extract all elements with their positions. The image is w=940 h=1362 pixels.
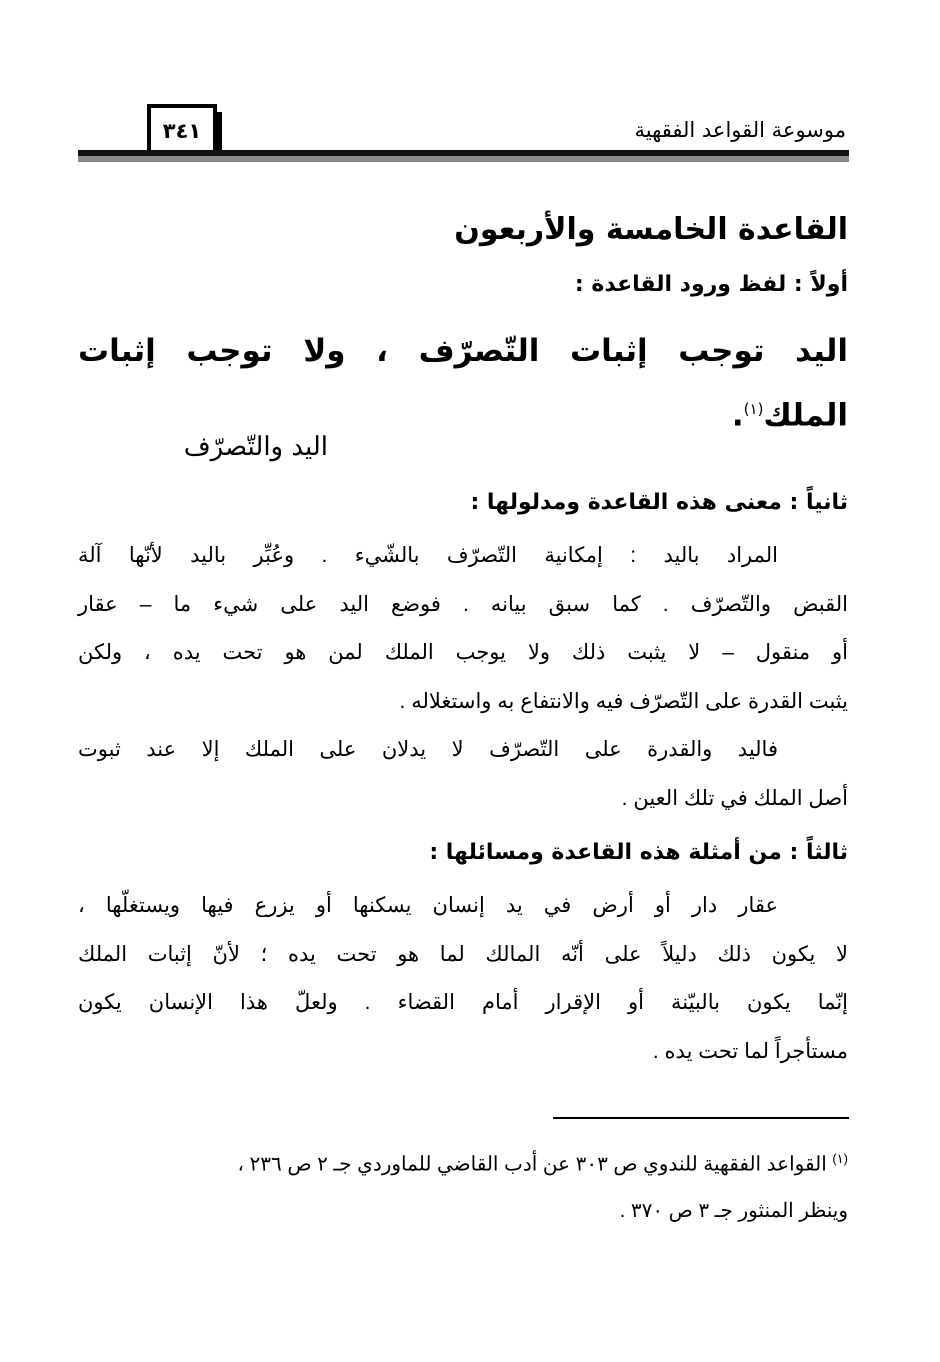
paragraph-conclusion (78, 726, 848, 823)
page-number: ٣٤١ (162, 119, 202, 143)
text-line: أو منقول – لا يثبت ذلك ولا يوجب الملك لمن هو تحت يده ، ولكن (78, 641, 848, 664)
footnote-line-2: وينظر المنثور جـ ٣ ص ٣٧٠ . (619, 1199, 848, 1222)
text-line: أصل الملك في تلك العين . (621, 786, 848, 810)
rule-line-2-text: الملك (763, 397, 848, 434)
footnote-line-1 (78, 1136, 848, 1188)
footnote-text-1: القواعد الفقهية للندوي ص ٣٠٣ عن أدب القاضي للماوردي جـ ٢ ص ٢٣٦ ، (237, 1153, 827, 1176)
chapter-title: القاعدة الخامسة والأربعون (454, 212, 848, 247)
subtitle: اليد والتّصرّف (183, 432, 328, 462)
text-line: لا يكون ذلك دليلاً على أنّه المالك لما هو تحت يده ؛ لأنّ إثبات الملك (78, 942, 848, 966)
paragraph-examples (78, 882, 848, 1076)
text-line: فاليد والقدرة على التّصرّف لا يدلان على الملك إلا عند ثبوت (78, 738, 778, 761)
header-rule-shade (78, 156, 849, 162)
footnote-separator (553, 1117, 849, 1119)
section3-heading: ثالثاً : من أمثلة هذه القاعدة ومسائلها : (429, 840, 848, 865)
footnote-marker: (١) (832, 1151, 848, 1166)
paragraph-meaning (78, 532, 848, 726)
text-line: إنّما يكون بالبيّنة أو الإقرار أمام القضاء . ولعلّ هذا الإنسان يكون (78, 991, 848, 1014)
section2-heading: ثانياً : معنى هذه القاعدة ومدلولها : (470, 490, 848, 515)
text-line: القبض والتّصرّف . كما سبق بيانه . فوضع اليد على شيء ما – عقار (78, 592, 848, 616)
rule-statement (78, 322, 848, 444)
footnote (78, 1136, 848, 1234)
rule-line-1: اليد توجب إثبات التّصرّف ، ولا توجب إثبات (78, 333, 848, 369)
text-line: مستأجراً لما تحت يده . (652, 1039, 848, 1063)
rule-end-mark: . (731, 397, 744, 434)
running-title: موسوعة القواعد الفقهية (634, 118, 846, 142)
section1-heading: أولاً : لفظ ورود القاعدة : (574, 272, 848, 297)
page-number-box (147, 104, 217, 154)
text-line: المراد باليد : إمكانية التّصرّف بالشّيء . وعُبِّر باليد لأنّها آلة (78, 544, 778, 567)
footnote-ref: (١) (743, 400, 764, 418)
text-line: عقار دار أو أرض في يد إنسان يسكنها أو يزرع فيها ويستغلّها ، (78, 894, 778, 917)
text-line: يثبت القدرة على التّصرّف فيه والانتفاع به واستغلاله . (399, 689, 848, 713)
